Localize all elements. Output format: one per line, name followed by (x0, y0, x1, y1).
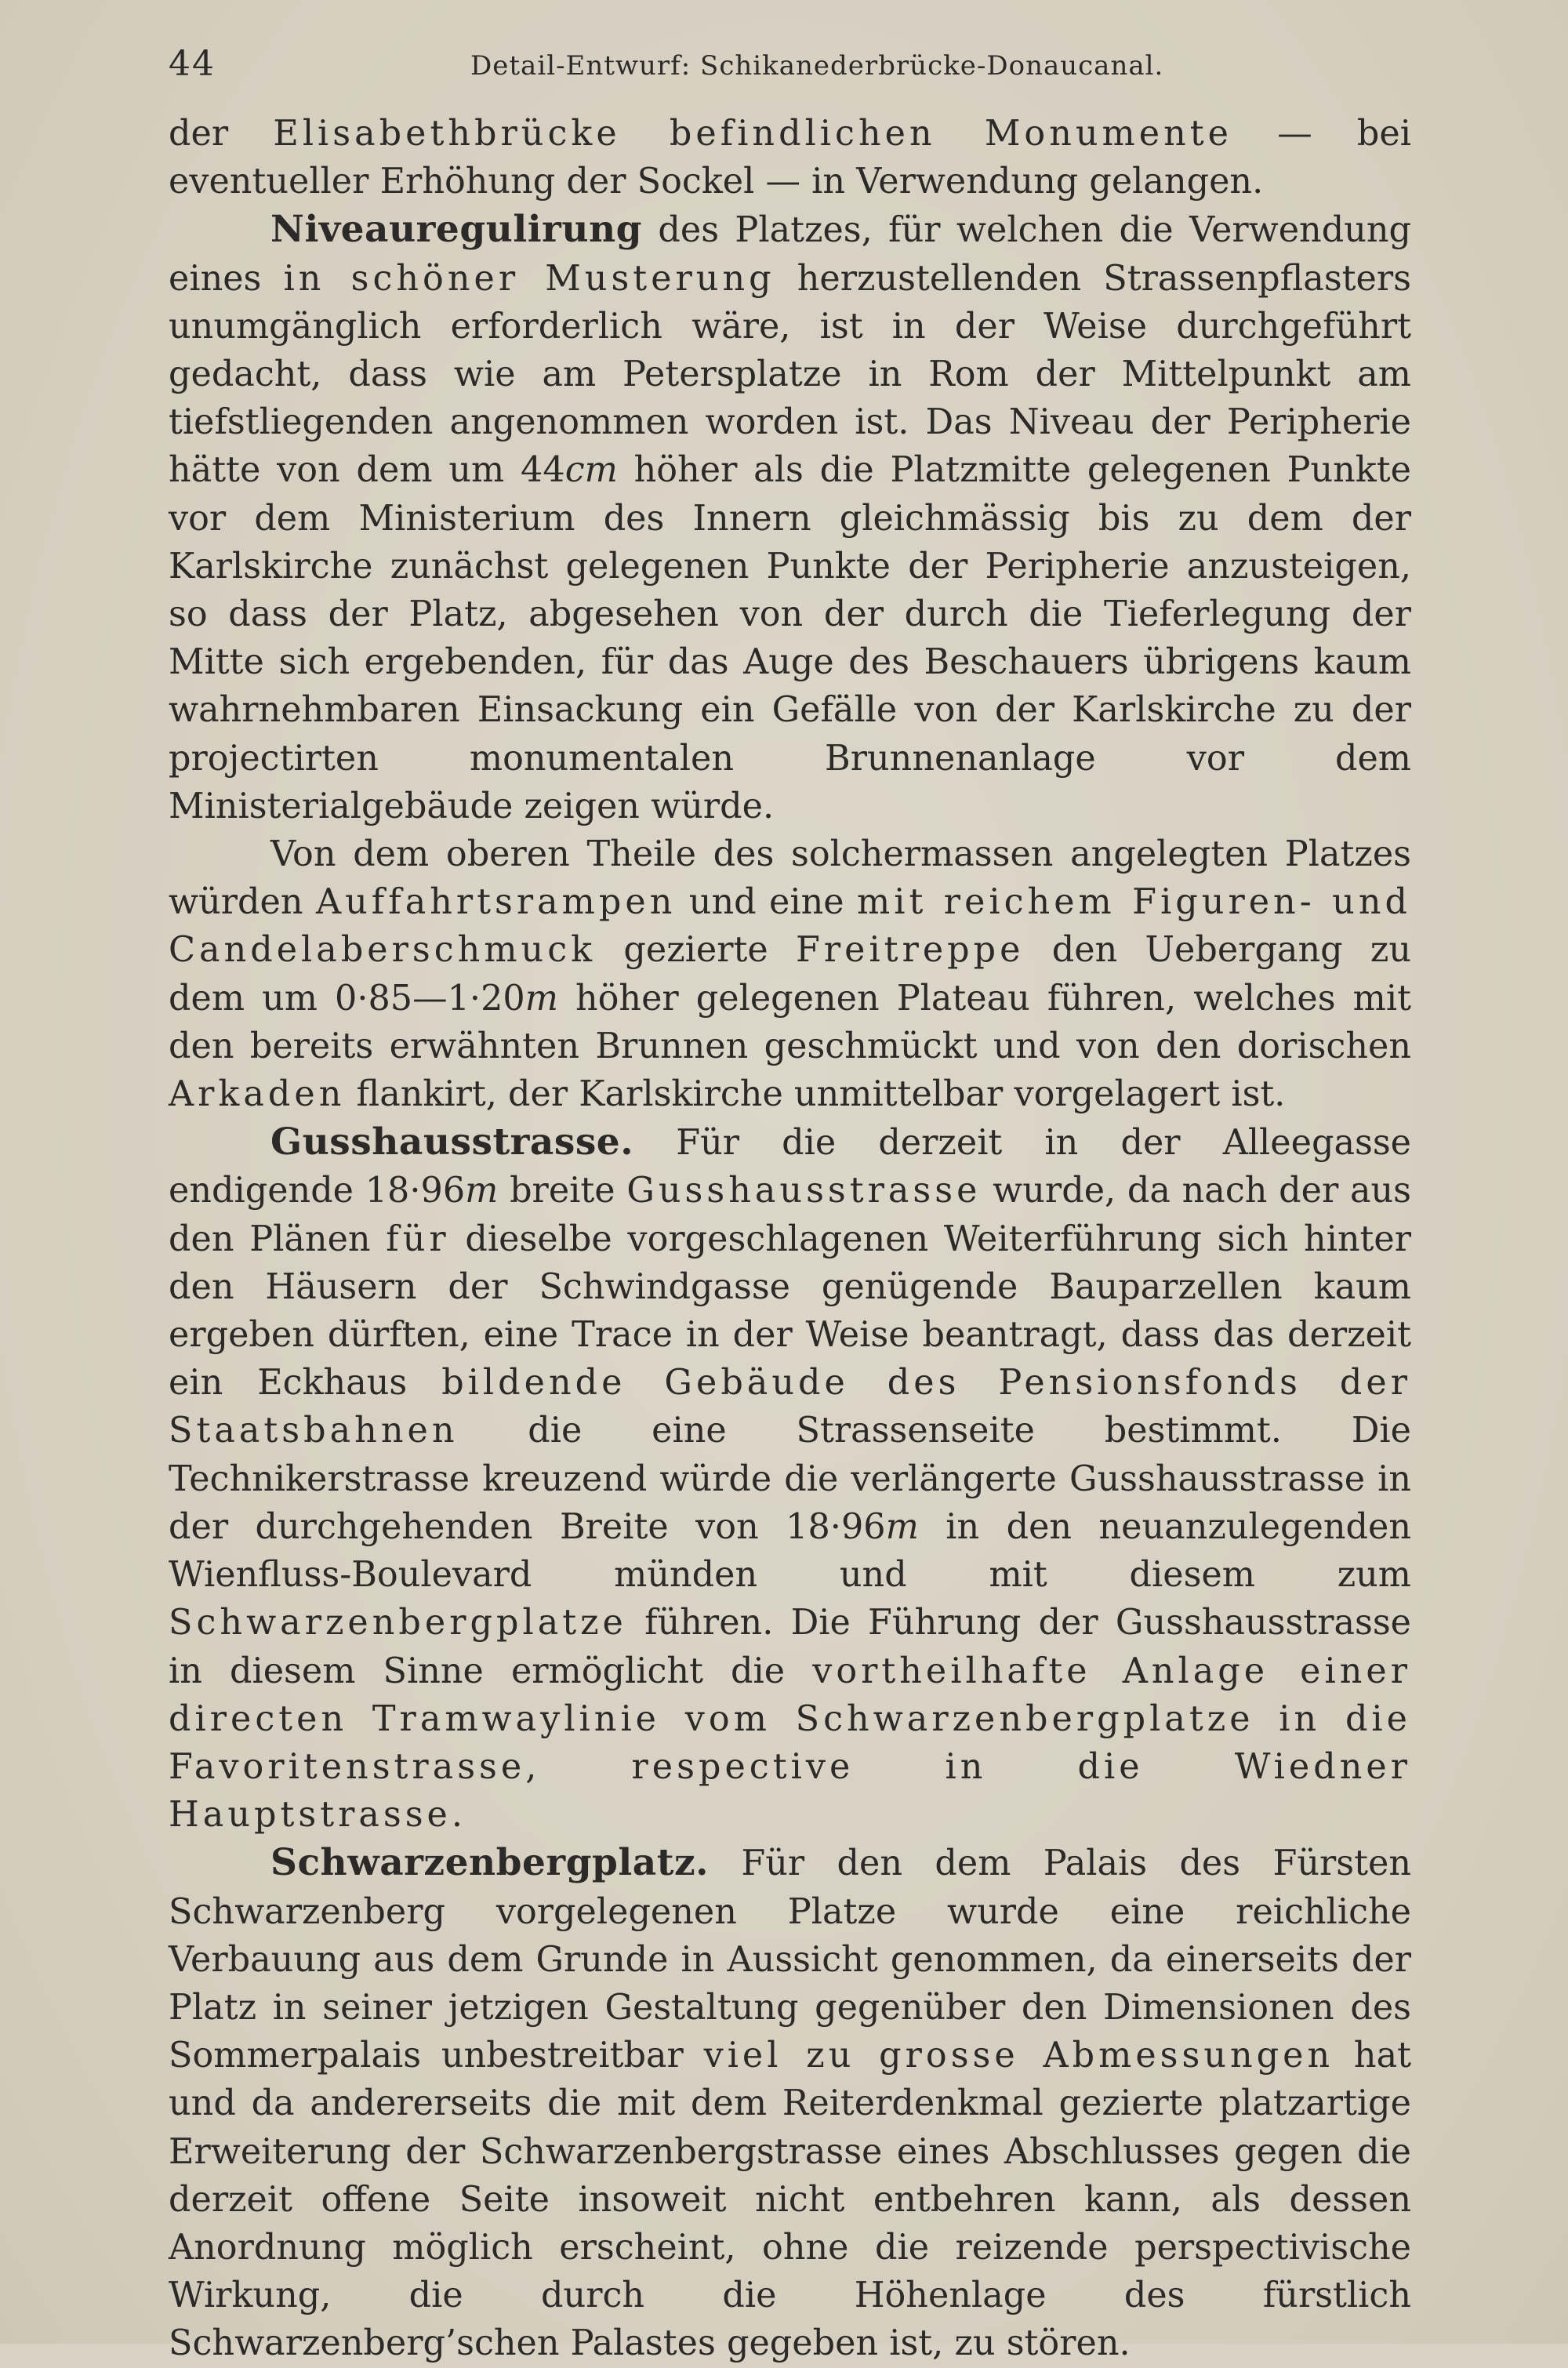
text-run: breite (498, 1171, 627, 1211)
spaced-text: für (386, 1219, 450, 1259)
spaced-text: Gusshausstrasse (626, 1171, 982, 1211)
spaced-text: Auffahrtsrampen (315, 882, 677, 923)
section-keyword: Gusshausstrasse. (270, 1120, 634, 1164)
paragraph-1 (169, 110, 1411, 205)
paragraph-gusshausstrasse (169, 1118, 1411, 1839)
spaced-text: Freitreppe (795, 930, 1025, 971)
unit-text: m (465, 1171, 499, 1211)
text-run: der (169, 114, 274, 154)
section-keyword: Schwarzenbergplatz. (270, 1841, 709, 1885)
text-run: höher gelegenen Plateau führen, welches mit den bereits erwähnten Brunnen geschmückt und von den dorischen (169, 978, 1411, 1066)
paragraph-schwarzenbergplatz (169, 1839, 1411, 2367)
spaced-text: bildende Gebäude des Pensionsfonds der Staatsbahnen (169, 1363, 1411, 1451)
unit-text: m (885, 1506, 919, 1547)
spaced-text: Elisabethbrücke befindlichen Monumente (273, 114, 1232, 154)
spaced-text: mit reichem Figuren- und Candelaberschmuck (169, 882, 1411, 971)
text-run: dieselbe vorgeschlagenen Weiterführung sich hinter den Häusern der Schwindgasse genügende Bauparzellen kaum ergeben dürften, eine Trace in der Weise beantragt, dass das derzeit ein Eckhaus (169, 1219, 1411, 1404)
text-run: Für die derzeit in der Alleegasse endigende 18·96 (169, 1123, 1411, 1211)
spaced-text: viel zu grosse Abmessungen (703, 2036, 1334, 2076)
section-keyword: Niveauregulirung (270, 208, 643, 252)
paragraph-auffahrtsrampen (169, 830, 1411, 1118)
text-run: hat und da andererseits die mit dem Reiterdenkmal gezierte platzartige Erweiterung der Schwarzenbergstrasse eines Abschlusses gegen die derzeit offene Seite insoweit nicht entbehren kann, als dessen Anordnung möglich erscheint, ohne die reizende perspectivische Wirkung, die durch die Höhenlage des fürstlich Schwarzenberg’schen Palastes gegeben ist, zu stören. (169, 2036, 1411, 2364)
text-run: in den neuanzulegenden Wienfluss-Boulevard münden und mit diesem zum (169, 1506, 1411, 1596)
spaced-text: Arkaden (169, 1074, 346, 1115)
spaced-text: Schwarzenbergplatze (169, 1603, 627, 1643)
text-run: des Platzes, für welchen die Verwendung eines (169, 210, 1411, 299)
unit-text: cm (564, 450, 618, 491)
spaced-text: vortheilhafte Anlage einer directen Tramwaylinie vom Schwarzenbergplatze in die Favoritenstrasse, respective in die Wiedner Hauptstrasse. (169, 1651, 1411, 1836)
text-run: den Uebergang zu dem um 0·85—1·20 (169, 930, 1411, 1019)
running-title: Detail-Entwurf: Schikanederbrücke-Donaucanal. (470, 50, 1164, 82)
text-run: gezierte (596, 930, 796, 971)
paragraph-niveauregulirung (169, 205, 1411, 830)
text-run: flankirt, der Karlskirche unmittelbar vorgelagert ist. (345, 1074, 1286, 1115)
page-number: 44 (169, 44, 216, 84)
text-run: die eine Strassenseite bestimmt. Die Technikerstrasse kreuzend würde die verlängerte Gusshausstrasse in der durchgehenden Breite von 18·96 (169, 1411, 1411, 1547)
text-run: höher als die Platzmitte gelegenen Punkte vor dem Ministerium des Innern gleichmässig bis zu dem der Karlskirche zunächst gelegenen Punkte der Peripherie anzusteigen, so dass der Platz, abgesehen von der durch die Tieferlegung der Mitte sich ergebenden, für das Auge des Beschauers übrigens kaum wahrnehmbaren Einsackung ein Gefälle von der Karlskirche zu der projectirten monumentalen Brunnenanlage vor dem Ministerialgebäude zeigen würde. (169, 450, 1411, 826)
text-run: — bei eventueller Erhöhung der Sockel — in Verwendung gelangen. (169, 114, 1411, 202)
text-run: Von dem oberen Theile des solchermassen angelegten Platzes würden (169, 834, 1411, 923)
spaced-text: in schöner Musterung (283, 258, 775, 299)
body-text (169, 110, 1411, 2368)
unit-text: m (524, 978, 558, 1019)
text-run: Für den dem Palais des Fürsten Schwarzenberg vorgelegenen Platze wurde eine reichliche Verbauung aus dem Grunde in Aussicht genommen, da einerseits der Platz in seiner jetzigen Gestaltung gegenüber den Dimensionen des Sommerpalais unbestreitbar (169, 1843, 1411, 2076)
text-run: und eine (676, 882, 858, 923)
text-run: wurde, da nach der aus den Plänen (169, 1171, 1411, 1259)
page-header (169, 41, 1411, 88)
text-run: führen. Die Führung der Gusshausstrasse in diesem Sinne ermöglicht die (169, 1603, 1411, 1691)
text-run: herzustellenden Strassenpflasters unumgänglich erforderlich wäre, ist in der Weise durchgeführt gedacht, dass wie am Petersplatze in Rom der Mittelpunkt am tiefstliegenden angenommen worden ist. Das Niveau der Peripherie hätte von dem um 44 (169, 258, 1411, 491)
